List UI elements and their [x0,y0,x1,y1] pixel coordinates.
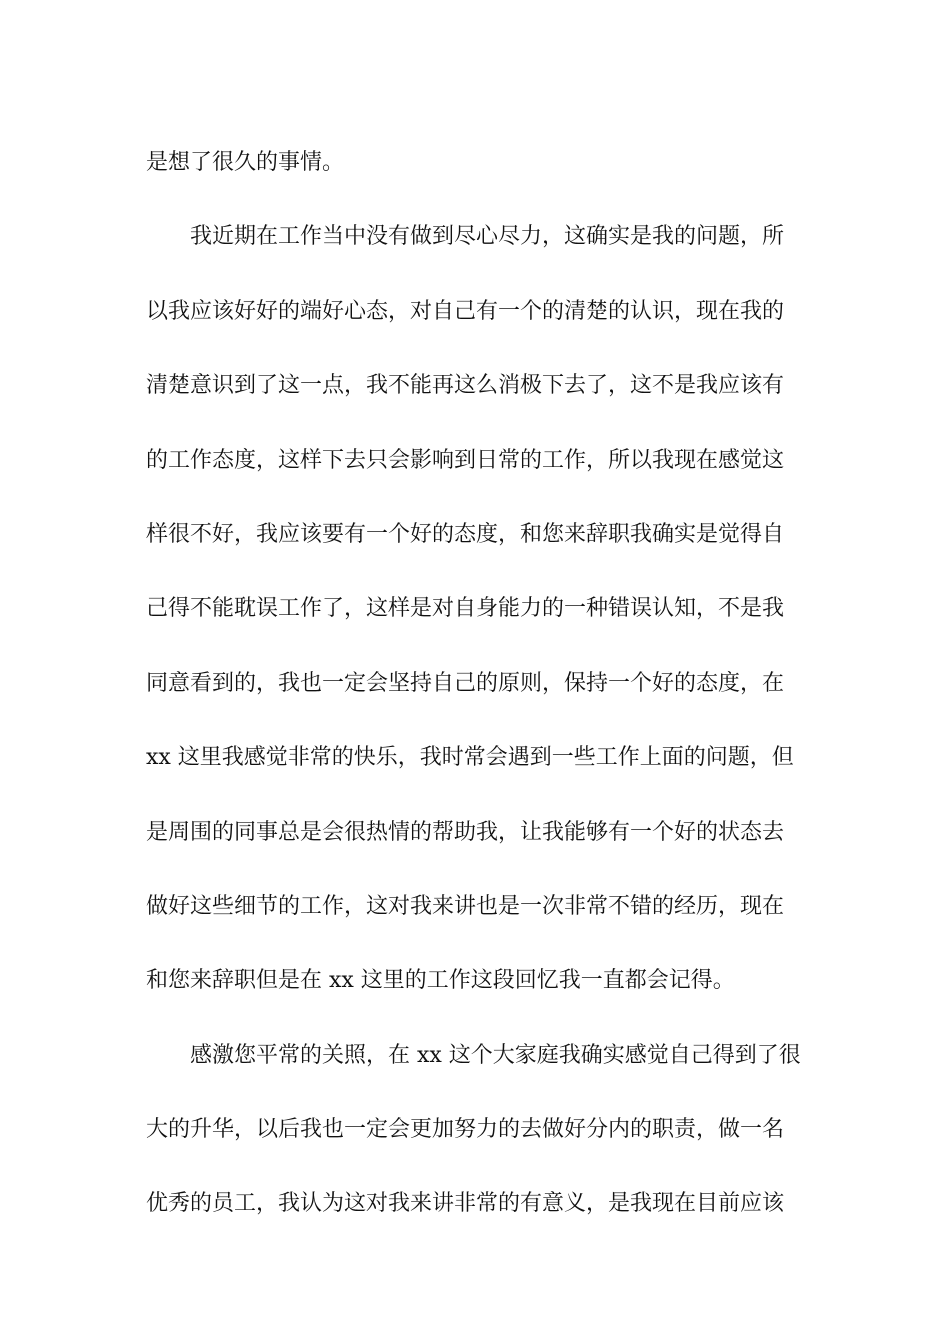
text-line: 清楚意识到了这一点，我不能再这么消极下去了，这不是我应该有 [146,373,785,399]
document-body [146,126,806,1242]
text-line: 做好这些细节的工作，这对我来讲也是一次非常不错的经历，现在 [146,893,785,919]
text-line: 是周围的同事总是会很热情的帮助我，让我能够有一个好的状态去 [146,819,785,845]
text-line: 己得不能耽误工作了，这样是对自身能力的一种错误认知，不是我 [146,596,785,622]
text-line: 样很不好，我应该要有一个好的态度，和您来辞职我确实是觉得自 [146,521,785,547]
text-line: 优秀的员工，我认为这对我来讲非常的有意义，是我现在目前应该 [146,1191,785,1217]
text-line: 的工作态度，这样下去只会影响到日常的工作，所以我现在感觉这 [146,447,785,473]
text-line-paragraph-start: 感激您平常的关照，在 xx 这个大家庭我确实感觉自己得到了很 [190,1042,801,1068]
text-line-paragraph-start: 我近期在工作当中没有做到尽心尽力，这确实是我的问题，所 [190,224,785,250]
text-line: 大的升华，以后我也一定会更加努力的去做好分内的职责，做一名 [146,1117,785,1143]
text-line: 同意看到的，我也一定会坚持自己的原则，保持一个好的态度，在 [146,670,785,696]
text-line: 以我应该好好的端好心态，对自己有一个的清楚的认识，现在我的 [146,298,785,324]
text-line: 和您来辞职但是在 xx 这里的工作这段回忆我一直都会记得。 [146,968,735,994]
text-line: xx 这里我感觉非常的快乐，我时常会遇到一些工作上面的问题，但 [146,745,794,771]
text-line: 是想了很久的事情。 [146,150,345,175]
